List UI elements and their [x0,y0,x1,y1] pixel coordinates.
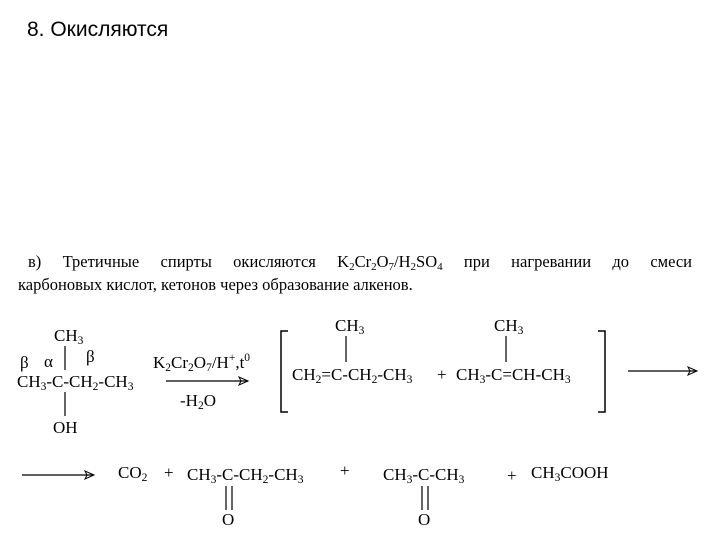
alkene-1-chain: CH2=C-CH2-CH3 [292,365,413,386]
beta-right-label: β [86,347,95,366]
paragraph-line-2: карбоновых кислот, кетонов через образование алкенов. [18,275,413,294]
alkene-2 [456,316,571,386]
products [118,461,609,529]
alpha-label: α [44,352,53,371]
reagent-above: $K2Cr2O7/H^+,t^0$ [153,352,251,374]
reaction-arrow-1 [153,352,250,412]
product-co2: CO2 [118,463,148,484]
reaction-arrow-2 [628,367,697,375]
plus-sign-c: + [507,466,517,485]
butanone-oxygen: O [222,510,235,529]
alkene-1 [292,316,413,386]
plus-sign-a: + [164,463,174,482]
alkene-1-ch3-top: CH3 [335,316,365,337]
beta-left-label: β [20,353,29,372]
product-butanone: CH3-C-CH2-CH3 [187,465,304,486]
left-bracket [281,331,288,412]
reagent-below: -H2O [180,391,216,412]
right-bracket [598,331,605,412]
slide-title: 8. Окисляются [27,18,169,41]
plus-sign-b: + [340,461,350,480]
reactant-main-chain: CH3-C-CH2-CH3 [17,372,134,393]
reactant-ch3-top: CH3 [54,326,84,347]
product-acetone: CH3-C-CH3 [383,465,465,486]
product-acetic-acid: CH3COOH [531,463,609,484]
alkene-2-ch3-top: CH3 [494,316,524,337]
reactant-alcohol [17,326,134,437]
plus-sign-1: + [437,365,447,384]
acetone-oxygen: O [418,510,431,529]
paragraph-line-1: в) Третичные спирты окисляются $K_2Cr_2O_7/H_2SO_4$ при нагревании до смеси [28,252,692,273]
alkene-2-chain: CH3-C=CH-CH3 [456,365,571,386]
reaction-arrow-3 [22,471,94,479]
reactant-oh: OH [53,418,78,437]
